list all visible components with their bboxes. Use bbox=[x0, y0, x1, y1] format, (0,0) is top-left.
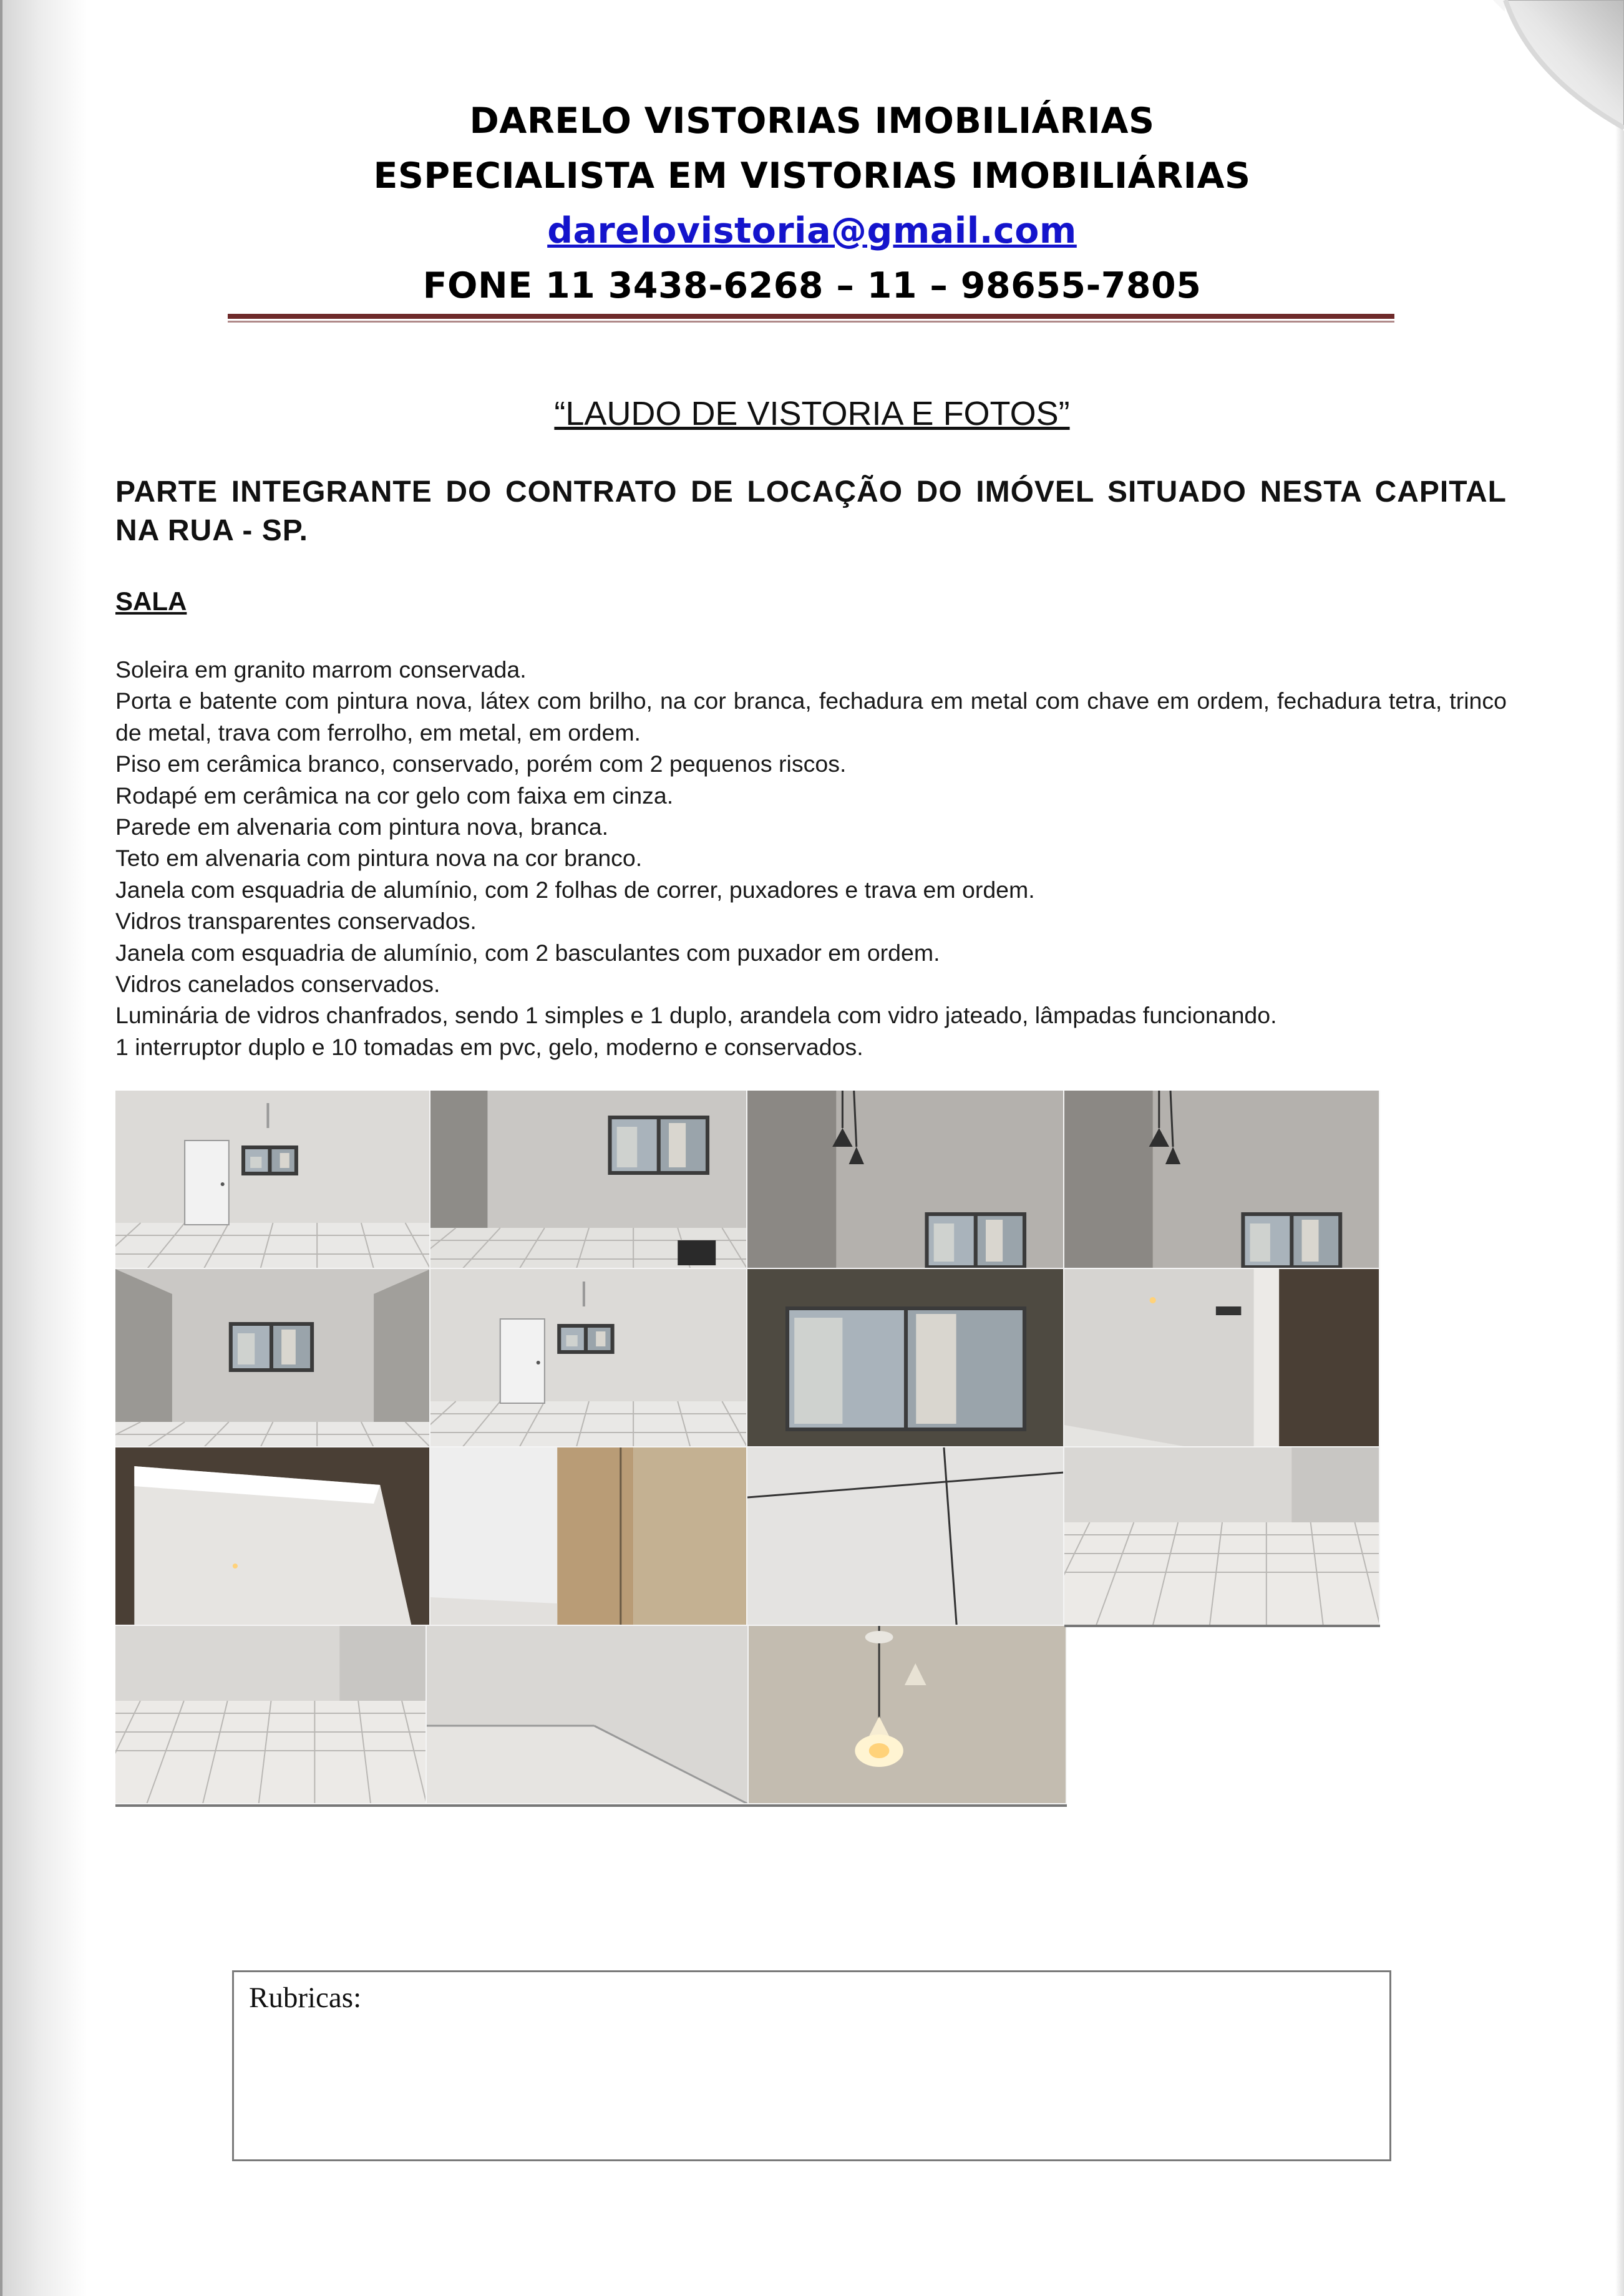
room-photo bbox=[1064, 1269, 1380, 1447]
page-shadow bbox=[0, 0, 87, 2296]
inspection-item: Porta e batente com pintura nova, látex com brilho, na cor branca, fechadura em metal com chave em ordem, fechadura tetra, trinco de metal, trava com ferrolho, em metal, em ordem. bbox=[115, 688, 1507, 746]
room-photo bbox=[430, 1447, 747, 1626]
inspection-item: Soleira em granito marrom conservada. bbox=[115, 656, 527, 683]
company-name: DARELO VISTORIAS IMOBILIÁRIAS bbox=[469, 100, 1155, 142]
inspection-item: Parede em alvenaria com pintura nova, branca. bbox=[115, 814, 609, 840]
room-photo bbox=[749, 1626, 1067, 1804]
inspection-item: Vidros transparentes conservados. bbox=[115, 908, 477, 935]
photo-grid-rule bbox=[1064, 1625, 1380, 1627]
room-photo bbox=[430, 1091, 747, 1269]
room-photo bbox=[115, 1091, 430, 1269]
room-photo bbox=[115, 1626, 427, 1804]
document-title: “LAUDO DE VISTORIA E FOTOS” bbox=[554, 395, 1070, 432]
inspection-items bbox=[115, 654, 1507, 1063]
inspection-item: Vidros canelados conservados. bbox=[115, 971, 440, 998]
room-photo bbox=[115, 1269, 430, 1447]
page-edge-right bbox=[1615, 0, 1624, 2296]
room-photo bbox=[430, 1269, 747, 1447]
photo-grid-rule bbox=[115, 1804, 1067, 1807]
inspection-item: Luminária de vidros chanfrados, sendo 1 simples e 1 duplo, arandela com vidro jateado, lâmpadas funcionando. bbox=[115, 1002, 1277, 1029]
header-divider bbox=[228, 314, 1394, 319]
inspection-item: 1 interruptor duplo e 10 tomadas em pvc, gelo, moderno e conservados. bbox=[115, 1033, 863, 1060]
phone-numbers: FONE 11 3438-6268 – 11 – 98655-7805 bbox=[422, 265, 1202, 306]
inspection-item: Janela com esquadria de alumínio, com 2 basculantes com puxador em ordem. bbox=[115, 939, 940, 966]
inspection-item: Piso em cerâmica branco, conservado, porém com 2 pequenos riscos. bbox=[115, 751, 847, 777]
room-photo bbox=[747, 1447, 1064, 1626]
inspection-item: Rodapé em cerâmica na cor gelo com faixa em cinza. bbox=[115, 782, 674, 809]
initials-box[interactable] bbox=[232, 1970, 1391, 2161]
section-heading: SALA bbox=[115, 586, 187, 616]
company-tagline: ESPECIALISTA EM VISTORIAS IMOBILIÁRIAS bbox=[373, 155, 1251, 197]
room-photo bbox=[1064, 1091, 1380, 1269]
email-link[interactable]: darelovistoria@gmail.com bbox=[547, 210, 1077, 251]
inspection-item: Janela com esquadria de alumínio, com 2 folhas de correr, puxadores e trava em ordem. bbox=[115, 876, 1035, 903]
inspection-item: Teto em alvenaria com pintura nova na cor branco. bbox=[115, 845, 643, 872]
header-divider-thin bbox=[228, 321, 1394, 323]
contract-intro: PARTE INTEGRANTE DO CONTRATO DE LOCAÇÃO DO IMÓVEL SITUADO NESTA CAPITAL NA RUA - SP. bbox=[115, 475, 1507, 547]
room-photo bbox=[747, 1091, 1064, 1269]
room-photo bbox=[427, 1626, 749, 1804]
initials-label: Rubricas: bbox=[249, 1982, 362, 2014]
room-photo bbox=[1064, 1447, 1380, 1626]
room-photo bbox=[747, 1269, 1064, 1447]
page-edge bbox=[0, 0, 2, 2296]
room-photo bbox=[115, 1447, 430, 1626]
letterhead bbox=[0, 94, 1624, 313]
